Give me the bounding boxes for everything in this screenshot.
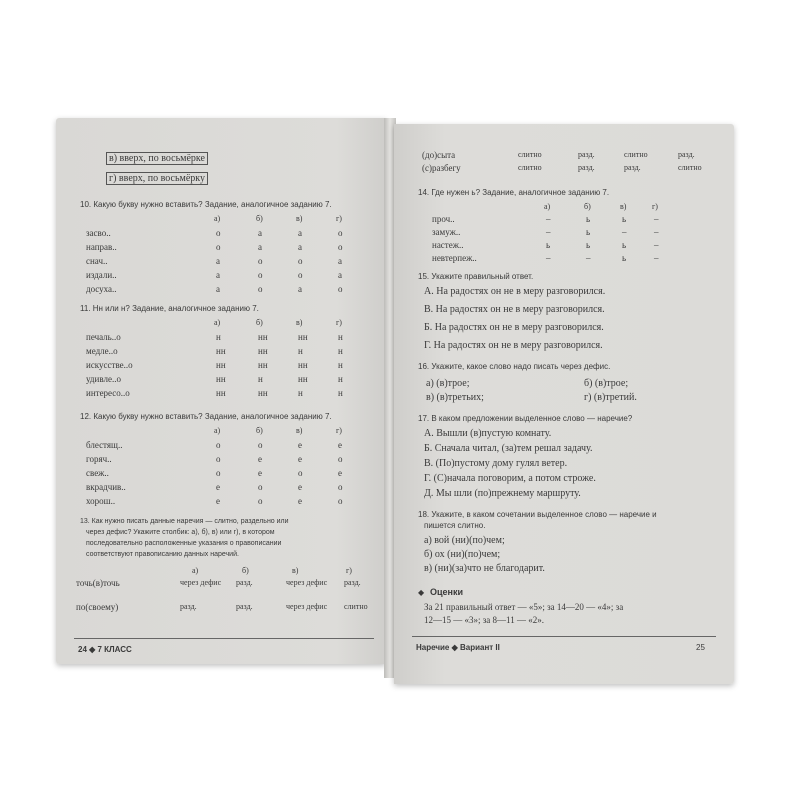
q14-question: 14. Где нужен ь? Задание, аналогичное заданию 7.	[418, 188, 610, 197]
table-cell: –	[654, 253, 659, 263]
col-header-b: б)	[256, 426, 263, 435]
table-cell: слитно	[678, 163, 702, 172]
table-row-word: по(своему)	[76, 602, 119, 612]
q13-question-line: 13. Как нужно писать данные наречия — слитно, раздельно или	[80, 518, 289, 525]
table-cell: о	[338, 228, 343, 238]
table-cell: –	[654, 227, 659, 237]
table-cell: о	[338, 454, 343, 464]
q12-question: 12. Какую букву нужно вставить? Задание, аналогичное заданию 7.	[80, 412, 332, 421]
table-row-word: замуж..	[432, 227, 461, 237]
table-cell: н	[298, 346, 303, 356]
table-cell: нн	[298, 332, 308, 342]
col-header-a: а)	[544, 202, 551, 211]
q15-option: Г. На радостях он не в меру разговорился.	[424, 340, 603, 351]
col-header-g: г)	[336, 318, 342, 327]
table-cell: е	[298, 482, 302, 492]
option-g-line: г) вверх, по восьмёрку	[106, 172, 208, 185]
q18-option: а) вой (ни)(по)чем;	[424, 535, 505, 546]
q15-question: 15. Укажите правильный ответ.	[418, 272, 534, 281]
q17-option: Д. Мы шли (по)прежнему маршруту.	[424, 488, 581, 499]
q18-question-line: пишется слитно.	[424, 521, 486, 530]
q18-question-line: 18. Укажите, в каком сочетании выделенное слово — наречие и	[418, 510, 657, 519]
q17-option: Б. Сначала читал, (за)тем решал задачу.	[424, 443, 593, 454]
table-cell: е	[338, 440, 342, 450]
table-row-word: настеж..	[432, 240, 464, 250]
table-row-word: направ..	[86, 242, 117, 252]
table-cell: ь	[622, 214, 627, 224]
table-cell: е	[338, 468, 342, 478]
table-cell: н	[338, 346, 343, 356]
table-cell: слитно	[518, 163, 542, 172]
table-cell: разд.	[236, 602, 253, 611]
table-cell: о	[258, 256, 263, 266]
table-cell: е	[298, 454, 302, 464]
table-row-word: печаль..о	[86, 332, 121, 342]
table-row-word: издали..	[86, 270, 117, 280]
table-row-word: вкрадчив..	[86, 482, 126, 492]
col-header-v: в)	[620, 202, 627, 211]
table-row-word: горяч..	[86, 454, 112, 464]
table-cell: н	[338, 332, 343, 342]
table-cell: разд.	[624, 163, 641, 172]
table-cell: о	[258, 496, 263, 506]
col-header-v: в)	[296, 318, 303, 327]
table-cell: через дефис	[286, 602, 328, 611]
table-cell: нн	[298, 360, 308, 370]
col-header-v: в)	[296, 214, 303, 223]
table-cell: нн	[258, 388, 268, 398]
table-row-word: (до)сыта	[422, 150, 456, 160]
q15-option: В. На радостях он не в меру разговорился.	[424, 304, 605, 315]
q15-option: Б. На радостях он не в меру разговорился.	[424, 322, 604, 333]
col-header-a: а)	[214, 214, 221, 223]
q18-option: в) (ни)(за)что не благодарит.	[424, 563, 545, 574]
table-cell: о	[216, 454, 221, 464]
table-cell: о	[258, 270, 263, 280]
table-cell: –	[546, 253, 551, 263]
table-cell: о	[298, 256, 303, 266]
grades-title: Оценки	[430, 587, 464, 597]
left-page	[56, 118, 386, 664]
q10-question: 10. Какую букву нужно вставить? Задание, аналогичное заданию 7.	[80, 200, 332, 209]
q15-option: А. На радостях он не в меру разговорился.	[424, 286, 606, 297]
q11-question: 11. Нн или н? Задание, аналогичное заданию 7.	[80, 304, 259, 313]
table-cell: о	[216, 440, 221, 450]
table-cell: н	[338, 374, 343, 384]
table-cell: разд.	[678, 150, 695, 159]
table-cell: о	[258, 284, 263, 294]
right-page-footer: Наречие ◆ Вариант II	[416, 643, 500, 652]
footer-rule	[74, 638, 374, 639]
table-cell: разд.	[578, 150, 595, 159]
left-page-footer: 24 ◆ 7 КЛАСС	[78, 645, 132, 654]
table-row-word: медле..о	[86, 346, 118, 356]
col-header-g: г)	[336, 426, 342, 435]
table-cell: а	[338, 256, 342, 266]
table-cell: н	[216, 332, 221, 342]
table-row-word: засвo..	[86, 228, 111, 238]
q17-question: 17. В каком предложении выделенное слово — наречие?	[418, 414, 633, 423]
table-cell: о	[216, 228, 221, 238]
table-cell: –	[546, 214, 551, 224]
q16-option: а) (в)трое;	[426, 378, 470, 389]
q18-option: б) ох (ни)(по)чем;	[424, 549, 501, 560]
col-header-b: б)	[256, 214, 263, 223]
table-cell: нн	[216, 388, 226, 398]
table-cell: н	[338, 360, 343, 370]
table-cell: нн	[216, 346, 226, 356]
table-cell: ь	[586, 240, 591, 250]
table-cell: нн	[216, 360, 226, 370]
table-cell: а	[216, 270, 220, 280]
table-cell: а	[298, 284, 302, 294]
q16-option: в) (в)третьих;	[426, 392, 484, 403]
col-header-a: а)	[192, 566, 199, 575]
table-cell: о	[258, 482, 263, 492]
col-header-v: в)	[296, 426, 303, 435]
table-row-word: точь(в)точь	[76, 578, 120, 588]
q17-option: Г. (С)начала поговорим, а потом строже.	[424, 473, 596, 484]
table-cell: е	[258, 454, 262, 464]
table-cell: ь	[622, 240, 627, 250]
table-cell: разд.	[236, 578, 253, 587]
table-row-word: интересо..о	[86, 388, 130, 398]
table-cell: е	[258, 468, 262, 478]
col-header-b: б)	[584, 202, 591, 211]
table-cell: о	[258, 440, 263, 450]
grades-line: 12—15 — «3»; за 8—11 — «2».	[424, 615, 544, 625]
col-header-g: г)	[652, 202, 658, 211]
table-cell: о	[298, 468, 303, 478]
table-cell: –	[654, 240, 659, 250]
table-cell: нн	[258, 360, 268, 370]
table-cell: ь	[586, 214, 591, 224]
col-header-b: б)	[242, 566, 249, 575]
table-cell: ь	[622, 253, 627, 263]
col-header-v: в)	[292, 566, 299, 575]
table-cell: о	[338, 496, 343, 506]
table-row-word: блестящ..	[86, 440, 123, 450]
table-cell: н	[338, 388, 343, 398]
table-row-word: удивле..о	[86, 374, 121, 384]
table-cell: н	[258, 374, 263, 384]
diamond-icon: ◆	[418, 588, 425, 597]
table-cell: о	[216, 468, 221, 478]
table-row-word: проч..	[432, 214, 455, 224]
open-workbook	[56, 118, 734, 664]
q16-question: 16. Укажите, какое слово надо писать через дефис.	[418, 362, 611, 371]
table-cell: о	[216, 242, 221, 252]
table-cell: а	[216, 256, 220, 266]
col-header-g: г)	[336, 214, 342, 223]
table-row-word: невтерпеж..	[432, 253, 477, 263]
q17-option: А. Вышли (в)пустую комнату.	[424, 428, 552, 439]
q13-question-line: через дефис? Укажите столбик: а), б), в) или г), в котором	[86, 529, 275, 536]
table-cell: а	[258, 242, 262, 252]
table-cell: разд.	[180, 602, 197, 611]
table-row-word: (с)разбегу	[422, 163, 461, 173]
right-page	[394, 124, 734, 684]
table-cell: слитно	[518, 150, 542, 159]
table-cell: о	[338, 284, 343, 294]
q17-option: В. (По)пустому дому гулял ветер.	[424, 458, 568, 469]
col-header-a: а)	[214, 318, 221, 327]
table-cell: нн	[216, 374, 226, 384]
option-v-line: в) вверх, по восьмёрке	[106, 152, 208, 165]
table-cell: через дефис	[286, 578, 328, 587]
table-cell: о	[338, 482, 343, 492]
col-header-a: а)	[214, 426, 221, 435]
page-number: 25	[696, 643, 705, 652]
q13-question-line: последовательно расположенные указания о правописании	[86, 540, 282, 547]
table-row-word: искусстве..о	[86, 360, 133, 370]
footer-rule	[412, 636, 716, 637]
table-row-word: досуха..	[86, 284, 117, 294]
table-cell: нн	[258, 332, 268, 342]
q13-question-line: соответствуют правописанию данных наречий.	[86, 551, 239, 558]
col-header-b: б)	[256, 318, 263, 327]
table-cell: слитно	[624, 150, 648, 159]
table-cell: о	[298, 270, 303, 280]
table-cell: –	[546, 227, 551, 237]
table-cell: разд.	[344, 578, 361, 587]
table-cell: е	[216, 496, 220, 506]
table-cell: –	[586, 253, 591, 263]
table-cell: а	[298, 228, 302, 238]
table-cell: ь	[586, 227, 591, 237]
col-header-g: г)	[346, 566, 352, 575]
table-cell: а	[338, 270, 342, 280]
table-cell: о	[338, 242, 343, 252]
table-cell: –	[622, 227, 627, 237]
table-cell: е	[298, 440, 302, 450]
table-cell: е	[216, 482, 220, 492]
table-cell: разд.	[578, 163, 595, 172]
table-cell: –	[654, 214, 659, 224]
table-cell: а	[216, 284, 220, 294]
q16-option: б) (в)трое;	[584, 378, 629, 389]
grades-line: За 21 правильный ответ — «5»; за 14—20 — «4»; за	[424, 602, 624, 612]
table-row-word: хорош..	[86, 496, 116, 506]
table-cell: нн	[258, 346, 268, 356]
table-row-word: снач..	[86, 256, 108, 266]
table-row-word: свеж..	[86, 468, 109, 478]
table-cell: н	[298, 388, 303, 398]
q16-option: г) (в)третий.	[584, 392, 637, 403]
table-cell: е	[298, 496, 302, 506]
table-cell: а	[298, 242, 302, 252]
table-cell: слитно	[344, 602, 368, 611]
table-cell: а	[258, 228, 262, 238]
table-cell: ь	[546, 240, 551, 250]
table-cell: через дефис	[180, 578, 222, 587]
table-cell: нн	[298, 374, 308, 384]
